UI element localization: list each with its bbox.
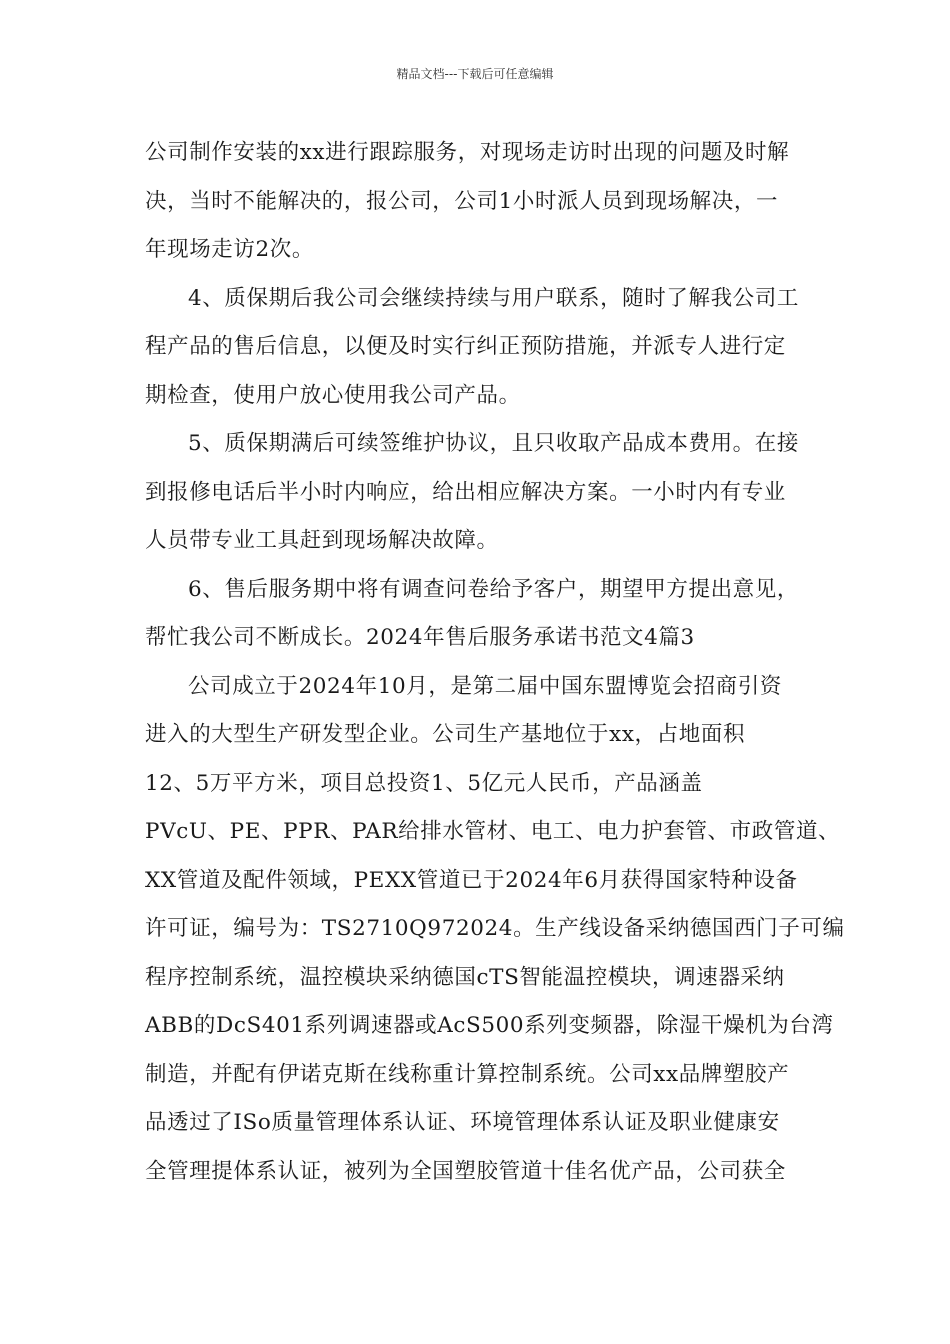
text-line: 6、售后服务期中将有调查问卷给予客户，期望甲方提出意见，	[188, 576, 799, 602]
text-line: 制造，并配有伊诺克斯在线称重计算控制系统。公司xx品牌塑胶产	[145, 1061, 790, 1087]
text-line: 全管理提体系认证，被列为全国塑胶管道十佳名优产品，公司获全	[145, 1158, 786, 1184]
document-body	[145, 133, 845, 1200]
text-line: 5、质保期满后可续签维护协议，且只收取产品成本费用。在接	[188, 431, 799, 456]
paragraph-5	[145, 667, 845, 1201]
text-line: 12、5万平方米，项目总投资1、5亿元人民币，产品涵盖	[145, 770, 703, 796]
text-line: 帮忙我公司不断成长。2024年售后服务承诺书范文4篇3	[145, 625, 695, 650]
text-line: ABB的DcS401系列调速器或AcS500系列变频器，除湿干燥机为台湾	[145, 1013, 834, 1038]
text-line: 品透过了ISo质量管理体系认证、环境管理体系认证及职业健康安	[145, 1110, 780, 1135]
text-line: 年现场走访2次。	[145, 237, 314, 262]
text-line: 4、质保期后我公司会继续持续与用户联系，随时了解我公司工	[188, 285, 799, 311]
text-line: 进入的大型生产研发型企业。公司生产基地位于xx，占地面积	[145, 722, 746, 747]
paragraph-1	[145, 133, 825, 279]
text-line: 人员带专业工具赶到现场解决故障。	[145, 528, 499, 553]
text-line: XX管道及配件领域，PEXX管道已于2024年6月获得国家特种设备	[145, 867, 798, 893]
text-line: 期检查，使用户放心使用我公司产品。	[145, 382, 521, 408]
text-line: 程产品的售后信息，以便及时实行纠正预防措施，并派专人进行定	[145, 334, 786, 359]
text-line: 公司制作安装的xx进行跟踪服务，对现场走访时出现的问题及时解	[145, 140, 790, 165]
text-line: 许可证，编号为：TS2710Q972024。生产线设备采纳德国西门子可编	[145, 916, 845, 941]
text-line: 程序控制系统，温控模块采纳德国cTS智能温控模块，调速器采纳	[145, 964, 785, 990]
paragraph-2	[145, 279, 825, 425]
text-line: 到报修电话后半小时内响应，给出相应解决方案。一小时内有专业	[145, 479, 786, 505]
paragraph-4	[145, 570, 825, 667]
paragraph-3	[145, 424, 825, 570]
text-line: PVcU、PE、PPR、PAR给排水管材、电工、电力护套管、市政管道、	[145, 819, 841, 844]
text-line: 决，当时不能解决的，报公司，公司1小时派人员到现场解决，一	[145, 188, 779, 214]
page-header: 精品文档---下载后可任意编辑	[396, 67, 554, 81]
text-line: 公司成立于2024年10月，是第二届中国东盟博览会招商引资	[188, 673, 782, 699]
